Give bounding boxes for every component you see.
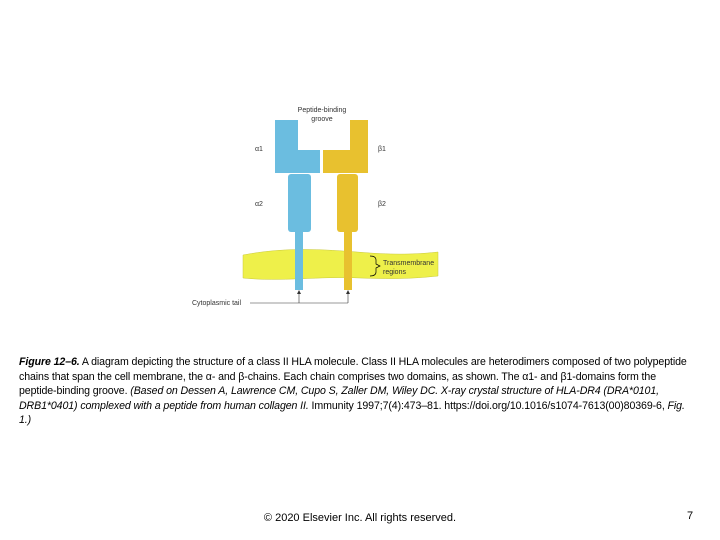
beta1-domain	[323, 120, 368, 173]
beta1-label: β1	[378, 146, 386, 153]
beta2-label: β2	[378, 201, 386, 208]
page-number: 7	[687, 510, 694, 522]
arrow-icon	[297, 290, 350, 294]
citation-end: Fig. 1.)	[19, 399, 685, 427]
beta-transmembrane-stalk	[344, 232, 352, 290]
alpha1-domain	[275, 120, 320, 173]
groove-label-2: groove	[311, 116, 333, 123]
copyright-footer: © 2020 Elsevier Inc. All rights reserved.	[263, 512, 457, 524]
alpha1-label: α1	[255, 146, 263, 153]
transmembrane-label: Transmembrane	[383, 260, 435, 267]
caption-text: A diagram depicting the structure of a class II HLA molecule. Class II HLA molecules are heterodimers composed of two polypeptide chains that span the cell membrane, the α- and β-chains. Each chain comprises two domains, as shown. The α1- and β1-domains form the peptide-binding groove.	[19, 356, 687, 398]
transmembrane-label-2: regions	[383, 269, 406, 276]
cytoplasmic-tail-label: Cytoplasmic tail	[192, 300, 242, 307]
citation-italic: (Based on Dessen A, Lawrence CM, Cupo S, Zaller DM, Wiley DC. X-ray crystal structure of HLA-DR4 (DRA*0101, DRB1*0401) complexed with a peptide from human collagen II.	[19, 385, 659, 412]
alpha2-label: α2	[255, 201, 263, 208]
beta2-domain	[337, 174, 358, 232]
alpha2-domain	[288, 174, 311, 232]
citation-plain: Immunity 1997;7(4):473–81. https://doi.org/10.1016/s1074-7613(00)80369-6,	[308, 399, 668, 412]
figure-caption	[19, 355, 687, 428]
figure-label: Figure 12–6.	[19, 356, 80, 368]
alpha-transmembrane-stalk	[295, 232, 303, 290]
groove-label: Peptide-binding	[297, 107, 347, 114]
